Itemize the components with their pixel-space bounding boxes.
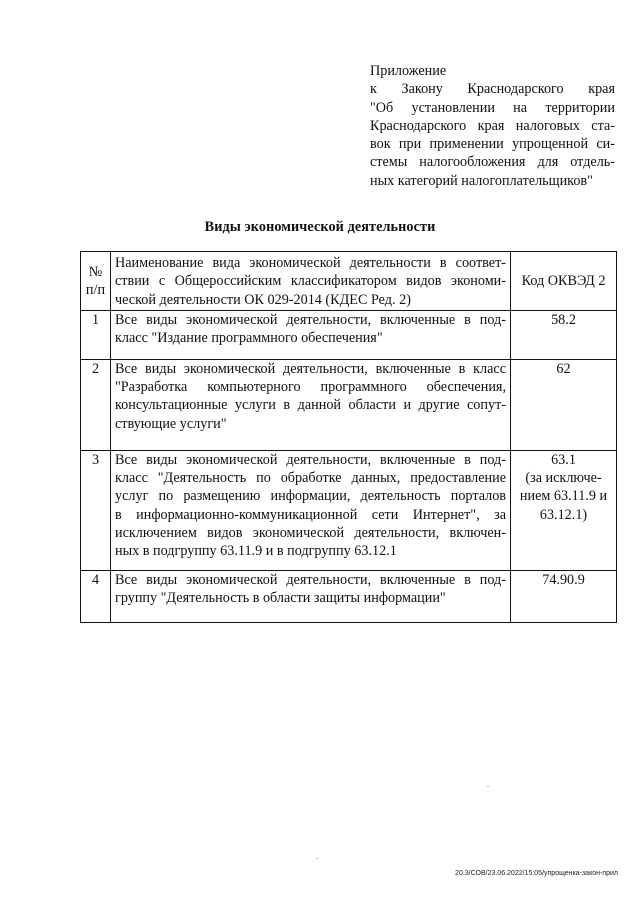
row-line: Все виды экономической деятельности, включенные в под- (115, 311, 506, 328)
scan-speck (487, 786, 489, 787)
scan-speck (316, 858, 318, 859)
row-number: 4 (81, 570, 111, 622)
row-code-line: нием 63.11.9 и (519, 488, 608, 505)
header-name-line: Наименование вида экономической деятельности в соответ- (115, 255, 506, 271)
row-line: класс "Деятельность по обработке данных, предоставление (115, 470, 506, 487)
table-row (81, 359, 617, 450)
row-line: Все виды экономической деятельности, включенные в под- (115, 451, 506, 468)
document-title: Виды экономической деятельности (204, 219, 436, 235)
row-line: в информационно-коммуникационной сети Интернет", за (115, 506, 506, 523)
row-line: исключением видов экономической деятельности, включен- (115, 525, 506, 542)
row-line: "Разработка компьютерного программного обеспечения, (115, 379, 506, 396)
appendix-line: Приложение (370, 63, 447, 79)
header-number (81, 252, 111, 311)
appendix-line: ных категорий налогоплательщиков" (370, 172, 593, 189)
row-number: 3 (81, 450, 111, 570)
row-line: Все виды экономической деятельности, включенные в под- (115, 571, 506, 588)
table-header-row (81, 252, 617, 311)
appendix-line: вок при применении упрощенной си- (370, 136, 615, 153)
table-row (81, 570, 617, 622)
row-code-line: 63.1 (551, 451, 576, 468)
row-code (511, 310, 617, 359)
row-line: услуг по размещению информации, деятельность порталов (115, 488, 506, 505)
row-description (111, 570, 511, 622)
activities-table (80, 251, 617, 623)
appendix-line: к Закону Краснодарского края (370, 81, 615, 98)
footer-file-stamp: 20.3/СОВ/23.06.2022/15:05/упрощенка-закон-прил (455, 870, 618, 877)
header-number-line: п/п (85, 282, 106, 299)
header-name-line: ствии с Общероссийским классификатором видов экономи- (115, 273, 506, 290)
appendix-line: Краснодарского края налоговых ста- (370, 117, 615, 134)
row-code-line: 63.12.1) (539, 506, 588, 523)
header-name-line: ческой деятельности ОК 029-2014 (КДЕС Ред. 2) (115, 291, 411, 308)
appendix-line: стемы налогообложения для отдель- (370, 154, 615, 171)
row-line: ных в подгруппу 63.11.9 и в подгруппу 63.12.1 (115, 543, 397, 560)
row-description (111, 359, 511, 450)
row-line: Все виды экономической деятельности, включенные в класс (115, 360, 506, 377)
row-line: консультационные услуги в данной области и другие сопут- (115, 397, 506, 414)
row-code-line: 58.2 (551, 311, 576, 328)
appendix-block (370, 62, 615, 190)
table-row (81, 310, 617, 359)
row-description (111, 310, 511, 359)
row-code-line: 74.90.9 (542, 571, 585, 588)
row-code (511, 359, 617, 450)
row-line: класс "Издание программного обеспечения" (115, 330, 383, 347)
row-description (111, 450, 511, 570)
row-number: 2 (81, 359, 111, 450)
header-code: Код ОКВЭД 2 (511, 252, 617, 311)
table-row (81, 450, 617, 570)
header-name (111, 252, 511, 311)
row-code-line: (за исключе- (525, 470, 602, 487)
row-line: ствующие услуги" (115, 415, 227, 432)
row-code (511, 450, 617, 570)
row-code (511, 570, 617, 622)
header-number-line: № (88, 264, 103, 281)
row-number: 1 (81, 310, 111, 359)
appendix-line: "Об установлении на территории (370, 99, 615, 116)
row-line: группу "Деятельность в области защиты информации" (115, 590, 446, 607)
row-code-line: 62 (556, 360, 571, 377)
